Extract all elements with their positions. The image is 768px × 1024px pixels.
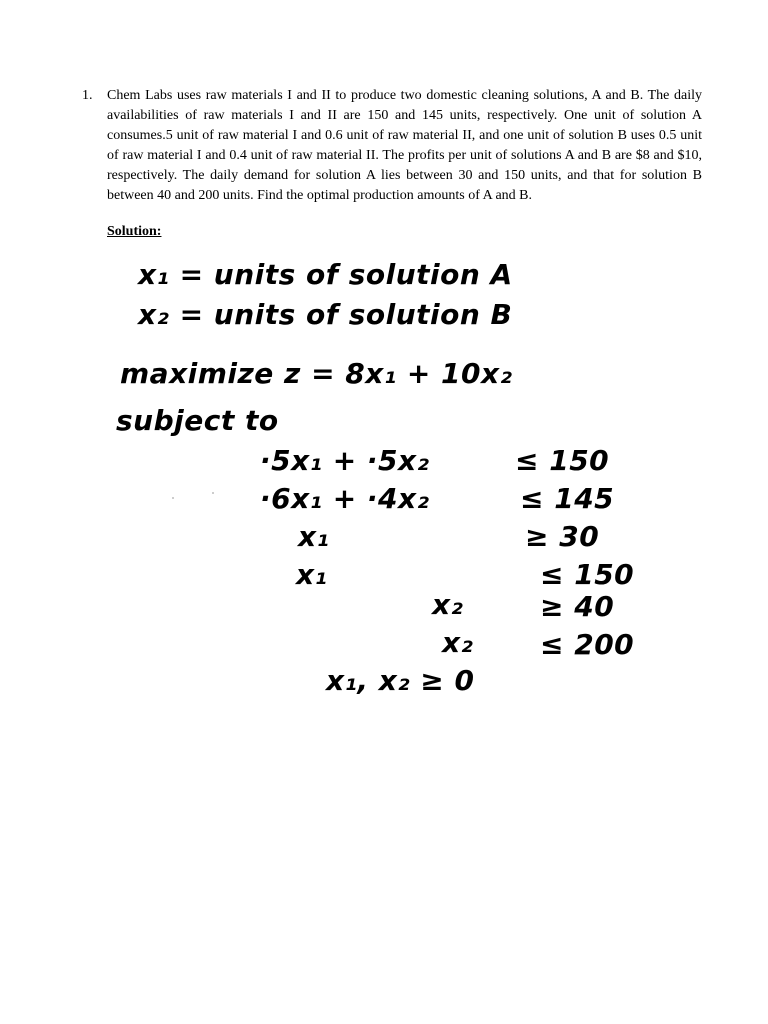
scan-speck — [172, 497, 174, 499]
problem-number: 1. — [82, 88, 93, 103]
solution-heading: Solution: — [107, 224, 162, 239]
constraint-3-rhs: ≥ 30 — [525, 520, 600, 553]
constraint-3-lhs: x₁ — [298, 520, 330, 553]
nonnegativity-constraint: x₁, x₂ ≥ 0 — [326, 664, 475, 697]
constraint-2-rhs: ≤ 145 — [520, 482, 615, 515]
scan-speck — [212, 492, 214, 494]
constraint-6-rhs: ≤ 200 — [540, 628, 635, 661]
constraint-4-lhs: x₁ — [296, 558, 328, 591]
handwritten-variable-x1: x₁ = units of solution A — [138, 258, 513, 291]
constraint-2-lhs: ·6x₁ + ·4x₂ — [260, 482, 430, 515]
problem-statement — [82, 86, 702, 206]
handwritten-variable-x2: x₂ = units of solution B — [138, 298, 513, 331]
constraint-1-lhs: ·5x₁ + ·5x₂ — [260, 444, 430, 477]
constraint-6-lhs: x₂ — [442, 626, 474, 659]
handwritten-objective: maximize z = 8x₁ + 10x₂ — [120, 357, 513, 390]
constraint-5-lhs: x₂ — [432, 588, 464, 621]
problem-text: Chem Labs uses raw materials I and II to produce two domestic cleaning solutions, A and B. The daily availabilities of raw materials I and II are 150 and 145 units, respectively. One unit of solution A consumes.5 unit of raw material I and 0.6 unit of raw material II, and one unit of solution B uses 0.5 unit of raw material I and 0.4 unit of raw material II. The profits per unit of solutions A and B are $8 and $10, respectively. The daily demand for solution A lies between 30 and 150 units, and that for solution B between 40 and 200 units. Find the optimal production amounts of A and B. — [107, 88, 702, 203]
handwritten-subject-to: subject to — [116, 404, 279, 437]
constraint-5-rhs: ≥ 40 — [540, 590, 615, 623]
constraint-4-rhs: ≤ 150 — [540, 558, 635, 591]
constraint-1-rhs: ≤ 150 — [515, 444, 610, 477]
